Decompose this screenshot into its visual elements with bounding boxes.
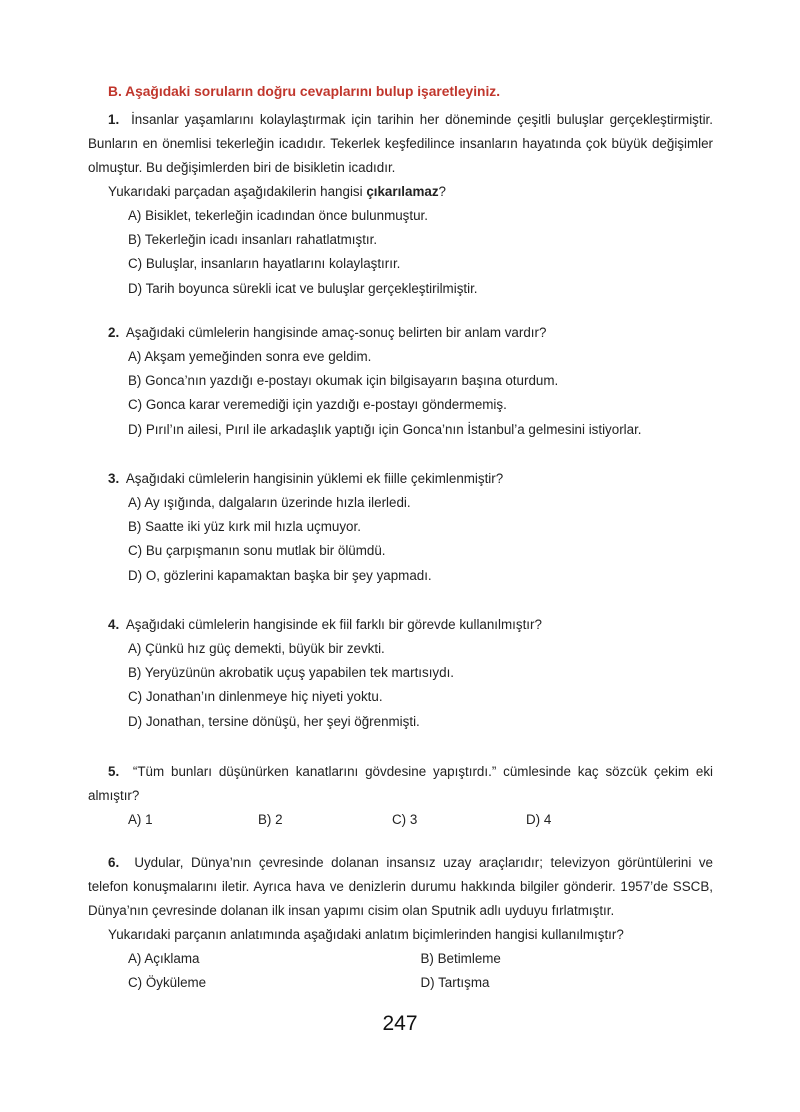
option-d[interactable]: D) 4 xyxy=(526,812,552,827)
option-d[interactable]: D) Tarih boyunca sürekli icat ve buluşlar gerçekleştirilmiştir. xyxy=(128,280,478,296)
question-prompt xyxy=(88,180,713,204)
options-row xyxy=(88,971,713,995)
question-stem xyxy=(88,613,713,637)
option-d[interactable]: D) O, gözlerini kapamaktan başka bir şey yapmadı. xyxy=(128,567,432,583)
question-5 xyxy=(88,760,713,832)
question-stem xyxy=(88,851,713,923)
question-text: Uydular, Dünya’nın çevresinde dolanan insansız uzay araçlarıdır; televizyon görüntülerini ve telefon konuşmalarını iletir. Ayrıca hava ve denizlerin durumu hakkında bilgiler gönderir. 1957’de SSCB, Dünya’nın çevresinde dolanan ilk insan yapımı cisim olan Sputnik adlı uyduyu fırlatmıştır. xyxy=(88,855,713,918)
option-a[interactable]: A) Akşam yemeğinden sonra eve geldim. xyxy=(128,349,372,364)
option-c[interactable]: C) Öyküleme xyxy=(128,975,207,990)
section-title: B. Aşağıdaki soruların doğru cevaplarını bulup işaretleyiniz. xyxy=(108,84,501,99)
option-c[interactable]: C) Gonca karar veremediği için yazdığı e-postayı göndermemiş. xyxy=(128,397,507,413)
option-b[interactable]: B) Saatte iki yüz kırk mil hızla uçmuyor. xyxy=(128,519,361,535)
question-number: 3. xyxy=(108,471,120,486)
options-row xyxy=(88,808,713,832)
prompt-end: ? xyxy=(438,184,446,199)
option-b[interactable]: B) 2 xyxy=(258,812,283,827)
question-prompt: Yukarıdaki parçanın anlatımında aşağıdaki anlatım biçimlerinden hangisi kullanılmıştır? xyxy=(108,927,624,942)
option-a[interactable]: A) Bisiklet, tekerleğin icadından önce bulunmuştur. xyxy=(128,208,428,223)
question-number: 4. xyxy=(108,617,120,632)
question-text: “Tüm bunları düşünürken kanatlarını gövdesine yapıştırdı.” cümlesinde kaç sözcük çekim eki almıştır? xyxy=(88,764,713,803)
options-row xyxy=(88,947,713,971)
option-c[interactable]: C) 3 xyxy=(392,812,418,827)
option-a[interactable]: A) Ay ışığında, dalgaların üzerinde hızla ilerledi. xyxy=(128,495,411,510)
option-a[interactable]: A) Açıklama xyxy=(128,951,200,966)
option-b[interactable]: B) Gonca’nın yazdığı e-postayı okumak için bilgisayarın başına oturdum. xyxy=(128,373,559,389)
option-b[interactable]: B) Yeryüzünün akrobatik uçuş yapabilen tek martısıydı. xyxy=(128,665,455,681)
page-number: 247 xyxy=(382,1012,418,1035)
question-number: 1. xyxy=(108,112,120,127)
question-number: 2. xyxy=(108,325,120,340)
option-a[interactable]: A) 1 xyxy=(128,812,153,827)
option-b[interactable]: B) Betimleme xyxy=(420,951,501,966)
option-d[interactable]: D) Jonathan, tersine dönüşü, her şeyi öğrenmişti. xyxy=(128,713,420,729)
question-stem xyxy=(88,467,713,491)
question-text: Aşağıdaki cümlelerin hangisinin yüklemi ek fiille çekimlenmiştir? xyxy=(125,471,504,486)
question-stem xyxy=(88,321,713,345)
question-text: Aşağıdaki cümlelerin hangisinde amaç-sonuç belirten bir anlam vardır? xyxy=(125,325,547,340)
question-text: İnsanlar yaşamlarını kolaylaştırmak için tarihin her döneminde çeşitli buluşlar gerçekleştirmiştir. Bunların en önemlisi tekerleğin icadıdır. Tekerlek keşfedilince insanların hayatında çok büyük değişimler olmuştur. Bu değişimlerden biri de bisikletin icadıdır. xyxy=(88,112,713,175)
question-stem xyxy=(88,108,713,180)
option-d[interactable]: D) Tartışma xyxy=(420,975,490,990)
question-4 xyxy=(88,613,713,734)
prompt-text: Yukarıdaki parçadan aşağıdakilerin hangisi xyxy=(108,184,367,199)
question-6 xyxy=(88,851,713,995)
option-b[interactable]: B) Tekerleğin icadı insanları rahatlatmıştır. xyxy=(128,232,378,248)
question-stem xyxy=(88,760,713,808)
question-3 xyxy=(88,467,713,588)
option-c[interactable]: C) Jonathan’ın dinlenmeye hiç niyeti yoktu. xyxy=(128,689,383,705)
prompt-emphasis: çıkarılamaz xyxy=(366,184,439,199)
question-2 xyxy=(88,321,713,442)
question-text: Aşağıdaki cümlelerin hangisinde ek fiil farklı bir görevde kullanılmıştır? xyxy=(125,617,542,632)
question-1 xyxy=(88,108,713,301)
question-number: 5. xyxy=(108,764,120,779)
option-c[interactable]: C) Buluşlar, insanların hayatlarını kolaylaştırır. xyxy=(128,256,401,272)
option-a[interactable]: A) Çünkü hız güç demekti, büyük bir zevkti. xyxy=(128,641,385,656)
option-d[interactable]: D) Pırıl’ın ailesi, Pırıl ile arkadaşlık yaptığı için Gonca’nın İstanbul’a gelmesini istiyorlar. xyxy=(128,421,642,437)
option-c[interactable]: C) Bu çarpışmanın sonu mutlak bir ölümdü. xyxy=(128,543,386,559)
question-number: 6. xyxy=(108,855,120,870)
